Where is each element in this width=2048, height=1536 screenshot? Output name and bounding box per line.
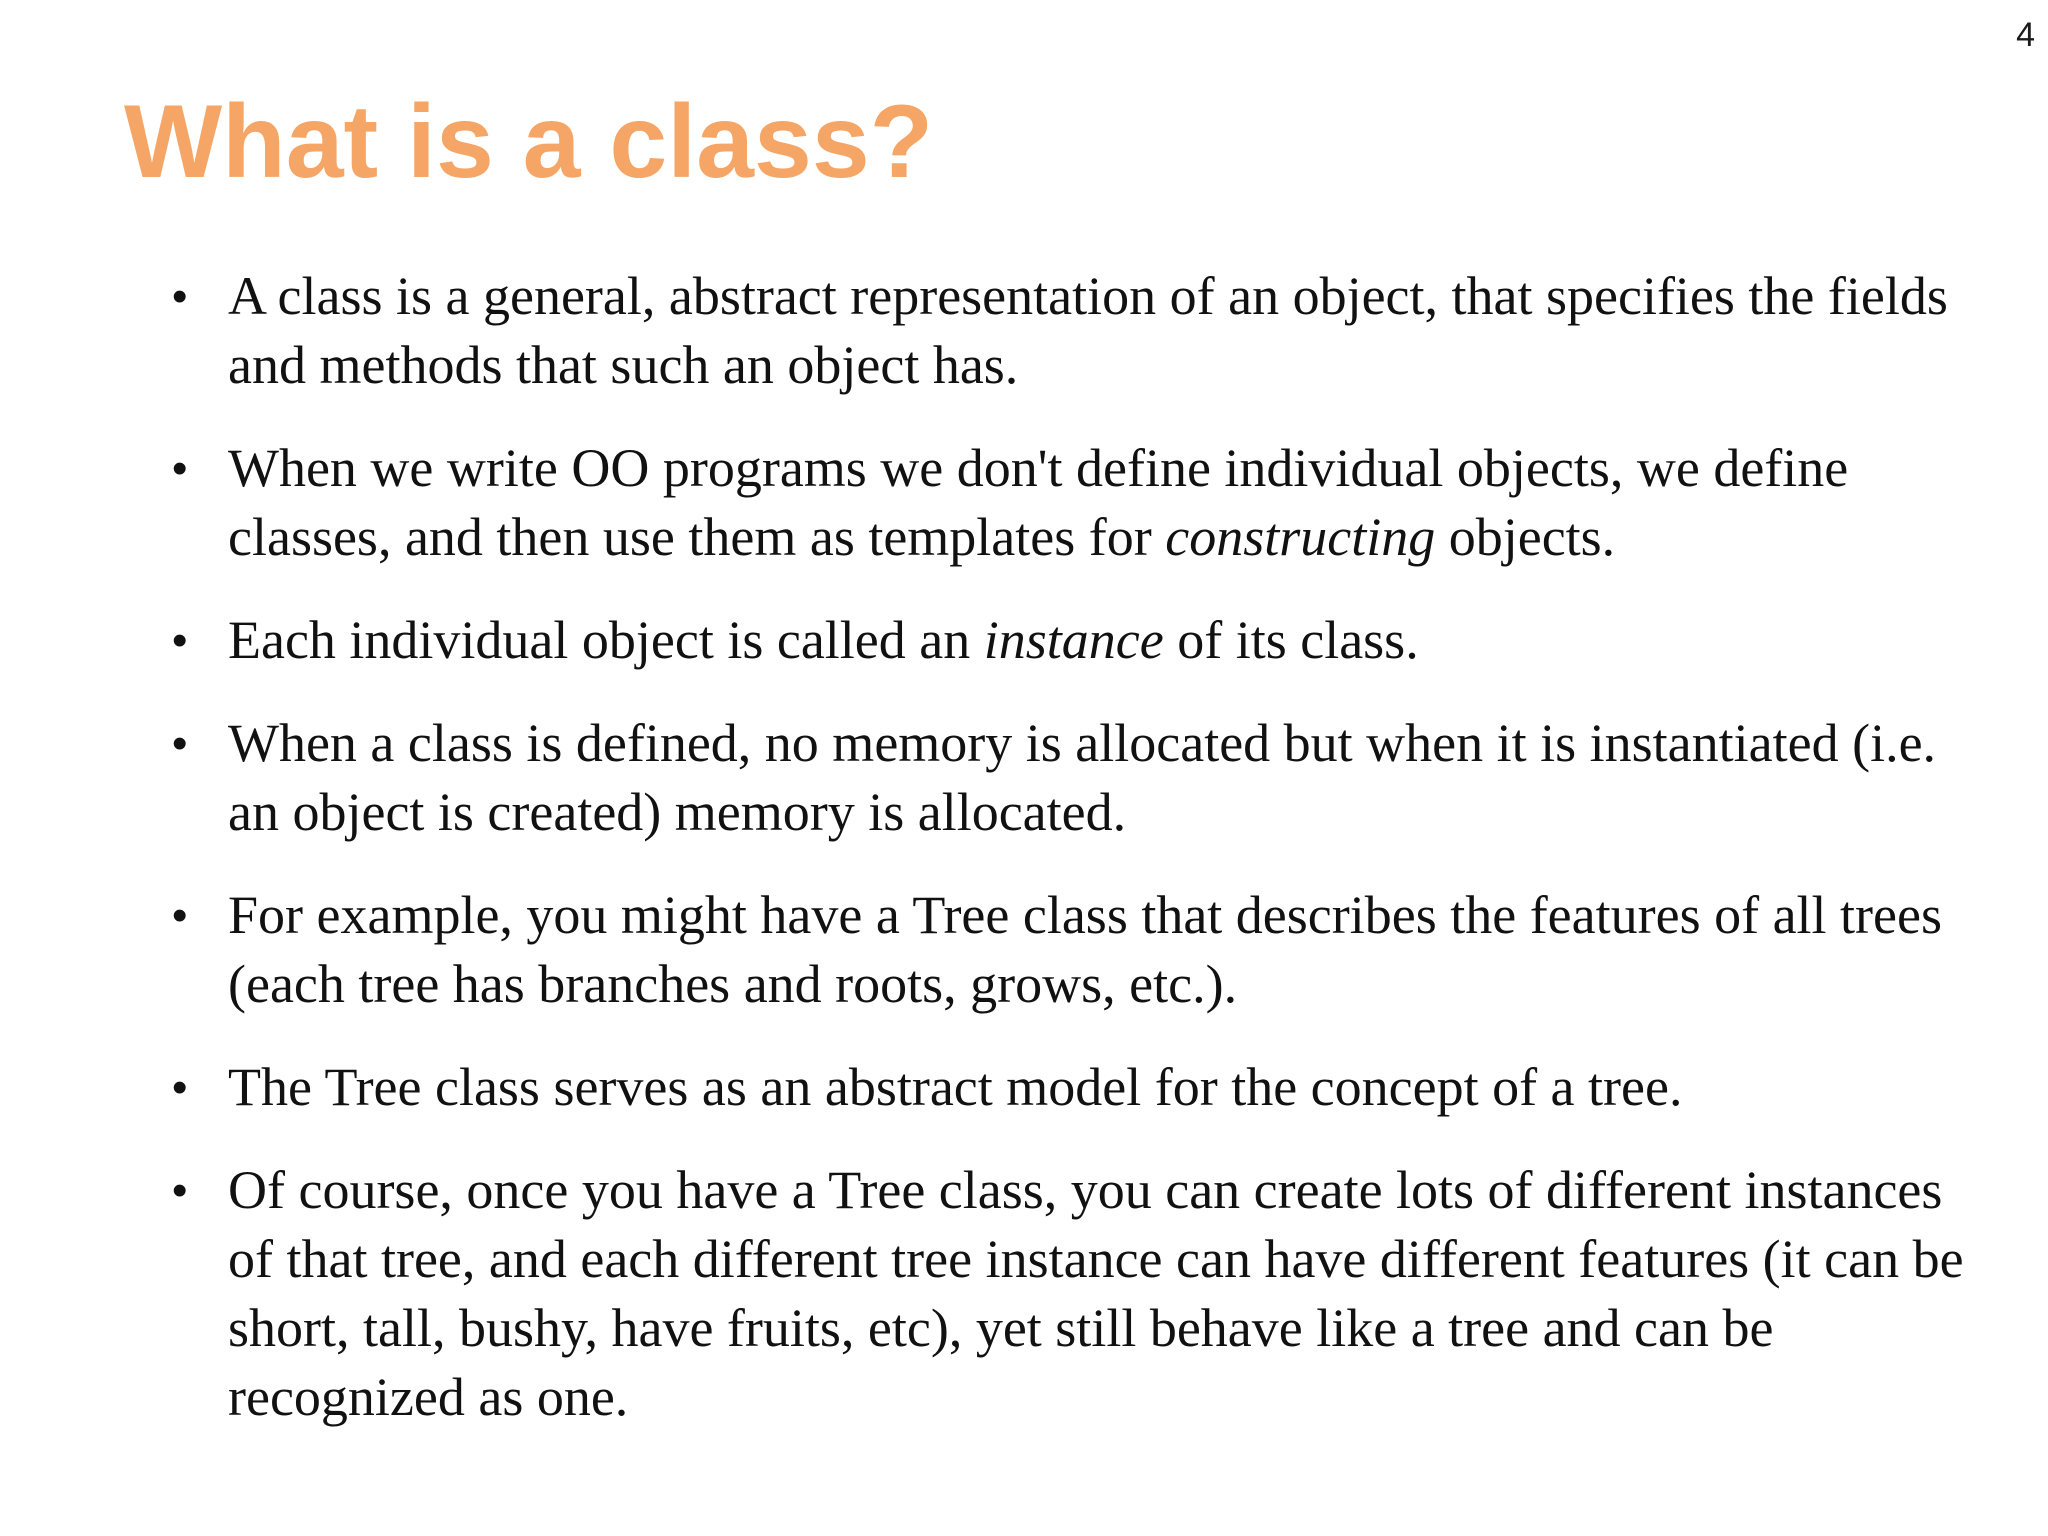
bullet-item-6 xyxy=(172,1053,1972,1122)
bullet-icon: • xyxy=(172,272,188,321)
bullet-text: The Tree class serves as an abstract model for the concept of a tree. xyxy=(228,1057,1683,1117)
bullet-icon: • xyxy=(172,719,188,768)
bullet-item-4 xyxy=(172,709,1972,847)
bullet-text xyxy=(228,438,1848,567)
bullet-text: When a class is defined, no memory is allocated but when it is instantiated (i.e. an object is created) memory is allocated. xyxy=(228,713,1937,842)
bullet-text-emphasis: instance xyxy=(983,610,1164,670)
bullet-icon: • xyxy=(172,891,188,940)
bullet-text-after: objects. xyxy=(1435,507,1616,567)
bullet-icon: • xyxy=(172,616,188,665)
bullet-item-7 xyxy=(172,1156,1972,1432)
bullet-text: A class is a general, abstract representation of an object, that specifies the fields and methods that such an object has. xyxy=(228,266,1948,395)
bullet-icon: • xyxy=(172,1063,188,1112)
bullet-text-after: of its class. xyxy=(1163,610,1419,670)
bullet-item-5 xyxy=(172,881,1972,1019)
bullet-text: For example, you might have a Tree class that describes the features of all trees (each tree has branches and roots, grows, etc.). xyxy=(228,885,1942,1014)
bullet-text: Of course, once you have a Tree class, you can create lots of different instances of that tree, and each different tree instance can have different features (it can be short, tall, bushy, have fruits, etc), yet still behave like a tree and can be recognized as one. xyxy=(228,1160,1964,1427)
bullet-text-before: Each individual object is called an xyxy=(228,610,984,670)
page-number: 4 xyxy=(2016,16,2035,54)
slide-title: What is a class? xyxy=(124,84,934,200)
bullet-item-1 xyxy=(172,262,1972,400)
bullet-item-2 xyxy=(172,434,1972,572)
bullet-text xyxy=(228,610,1419,670)
bullet-list xyxy=(172,262,1972,1466)
bullet-text-before: When we write OO programs we don't define individual objects, we define classes, and then use them as templates for xyxy=(228,438,1849,567)
bullet-icon: • xyxy=(172,1166,188,1215)
bullet-text-emphasis: constructing xyxy=(1165,507,1436,567)
bullet-item-3 xyxy=(172,606,1972,675)
bullet-icon: • xyxy=(172,444,188,493)
